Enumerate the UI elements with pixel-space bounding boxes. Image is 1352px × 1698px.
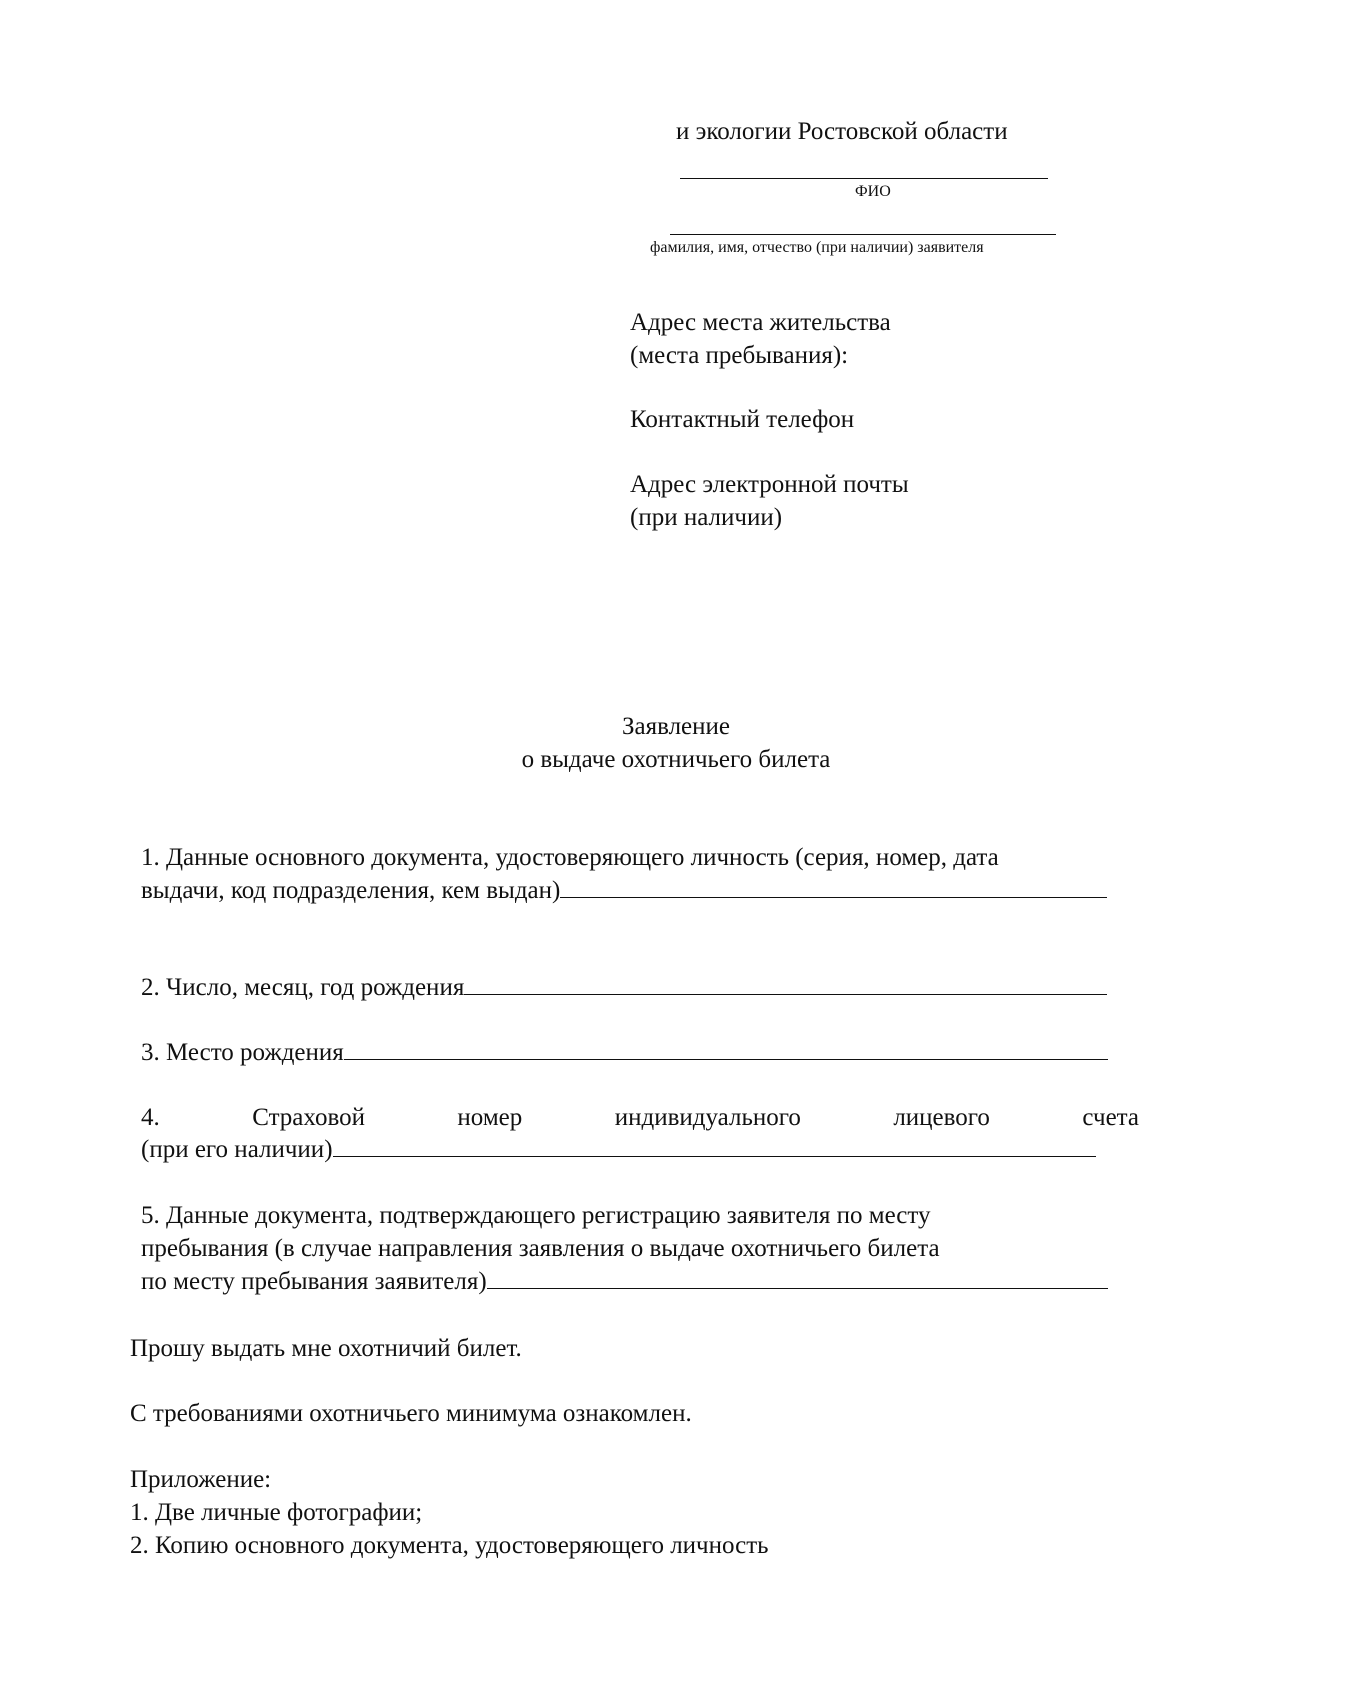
item-2 xyxy=(141,972,1107,1004)
item-4-word: Страховой xyxy=(252,1104,365,1131)
item-4-line-2 xyxy=(141,1134,1096,1166)
item-5-line-1: 5. Данные документа, подтверждающего регистрацию заявителя по месту xyxy=(141,1202,931,1229)
attachment-item: 2. Копию основного документа, удостоверяющего личность xyxy=(130,1532,769,1559)
fio-caption: ФИО xyxy=(855,183,891,200)
item-4-line-1 xyxy=(141,1102,1139,1134)
attachment-item: 1. Две личные фотографии; xyxy=(130,1499,423,1526)
item-4-word: 4. xyxy=(141,1104,160,1131)
fio-signature-line xyxy=(680,178,1048,179)
document-title: Заявление xyxy=(621,713,731,740)
item-4-word: лицевого xyxy=(893,1104,990,1131)
attachments-heading: Приложение: xyxy=(130,1466,272,1493)
item-4-word: индивидуального xyxy=(614,1104,801,1131)
applicant-name-line xyxy=(670,234,1056,235)
item-5-label: по месту пребывания заявителя) xyxy=(141,1268,487,1295)
applicant-name-caption: фамилия, имя, отчество (при наличии) заявителя xyxy=(650,239,984,256)
item-1-line-1: 1. Данные основного документа, удостоверяющего личность (серия, номер, дата xyxy=(141,844,999,871)
item-2-answer-line[interactable] xyxy=(464,972,1107,995)
document-subtitle: о выдаче охотничьего билета xyxy=(521,746,831,773)
phone-label: Контактный телефон xyxy=(630,406,855,433)
acknowledgement-text: С требованиями охотничьего минимума ознакомлен. xyxy=(130,1400,692,1427)
request-text: Прошу выдать мне охотничий билет. xyxy=(130,1335,522,1362)
item-5-line-3 xyxy=(141,1266,1108,1298)
item-3 xyxy=(141,1037,1108,1069)
item-1-line-2 xyxy=(141,875,1107,907)
item-5-answer-line[interactable] xyxy=(487,1266,1108,1289)
item-1-answer-line[interactable] xyxy=(560,875,1107,898)
item-5-line-2: пребывания (в случае направления заявления о выдаче охотничьего билета xyxy=(141,1235,940,1262)
email-label-line2: (при наличии) xyxy=(630,504,783,531)
address-label-line2: (места пребывания): xyxy=(630,342,849,369)
item-2-label: 2. Число, месяц, год рождения xyxy=(141,974,465,1001)
ministry-line: и экологии Ростовской области xyxy=(676,118,1008,145)
item-4-word: номер xyxy=(457,1104,523,1131)
address-label-line1: Адрес места жительства xyxy=(630,309,891,336)
item-3-answer-line[interactable] xyxy=(344,1037,1108,1060)
email-label-line1: Адрес электронной почты xyxy=(630,471,909,498)
item-4-answer-line[interactable] xyxy=(333,1134,1096,1157)
item-3-label: 3. Место рождения xyxy=(141,1039,344,1066)
item-4-word: счета xyxy=(1082,1104,1139,1131)
item-4-label: (при его наличии) xyxy=(141,1136,333,1163)
item-1-label: выдачи, код подразделения, кем выдан) xyxy=(141,877,561,904)
